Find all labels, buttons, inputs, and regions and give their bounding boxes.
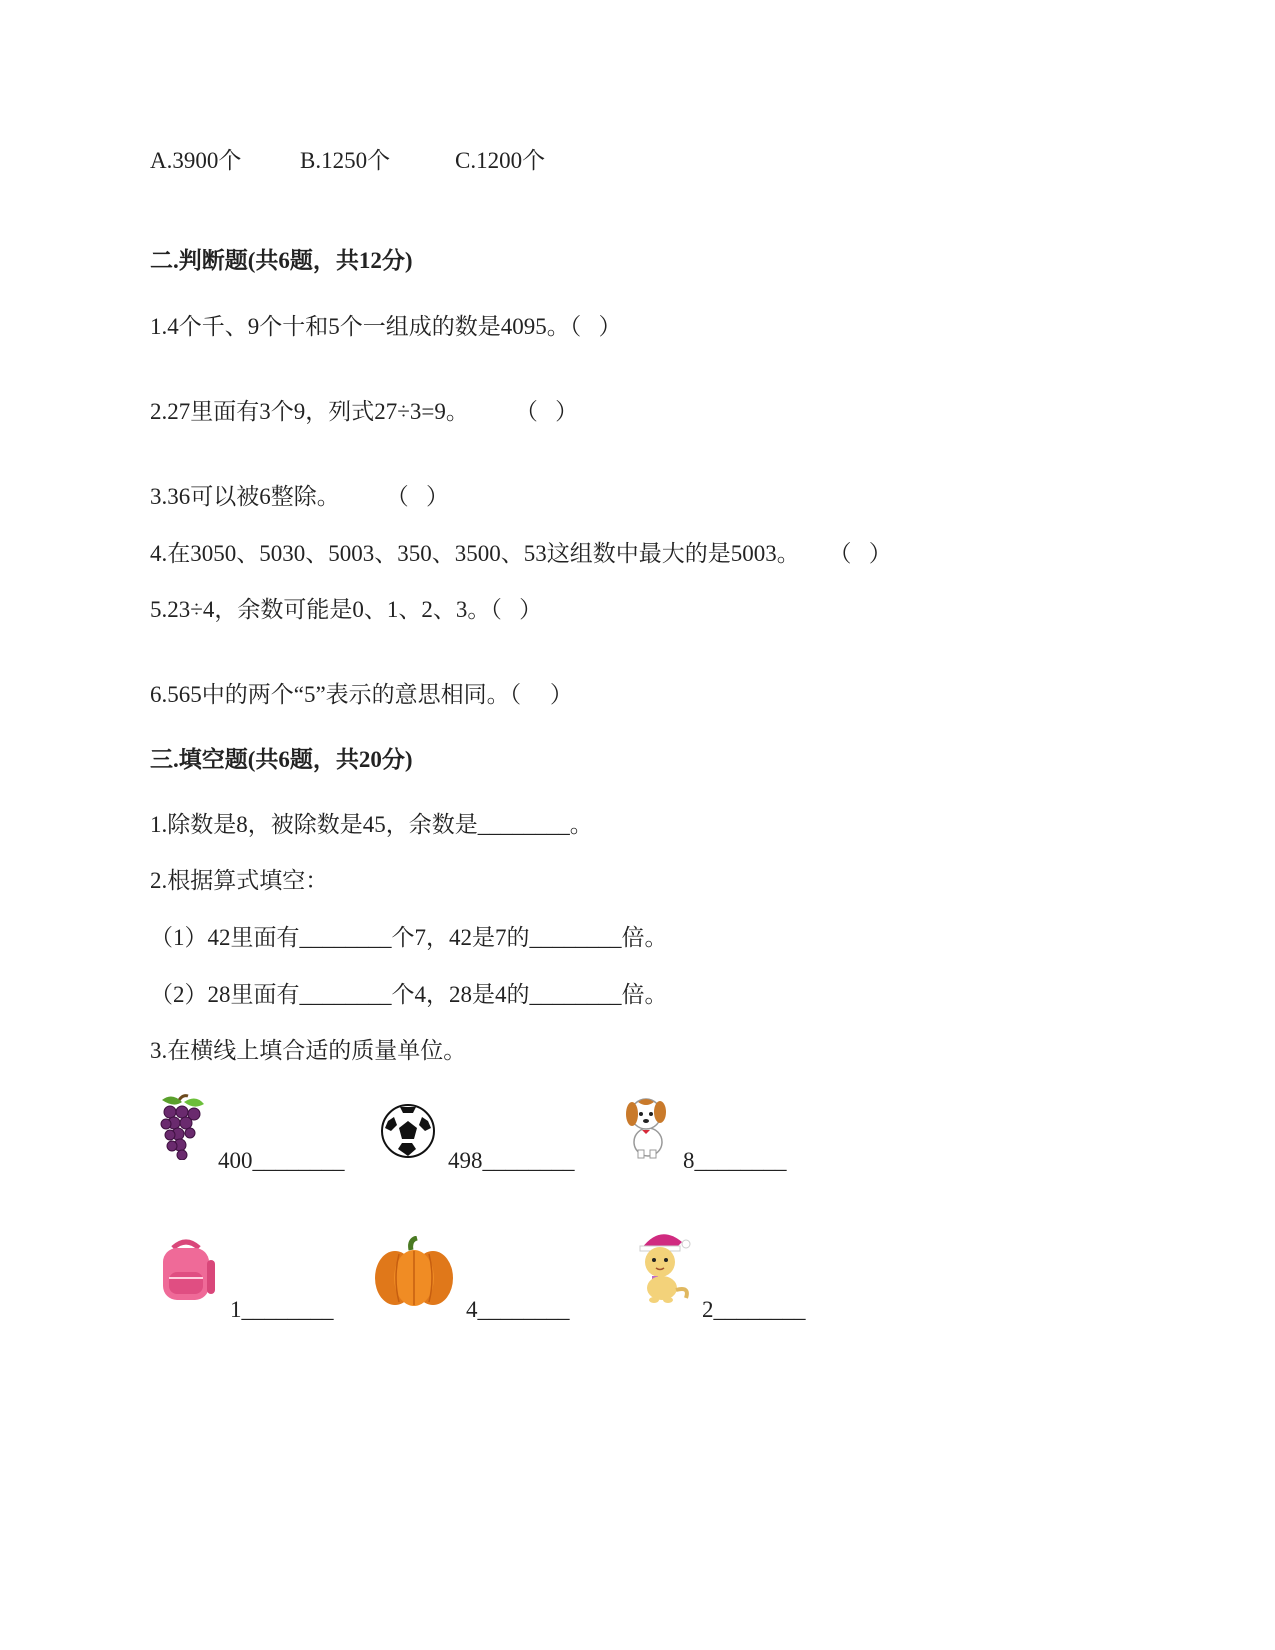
unit-label-puppy: 8________ xyxy=(683,1148,787,1173)
unit-label-kitten: 2________ xyxy=(702,1297,806,1322)
unit-label-grapes: 400________ xyxy=(218,1148,345,1173)
backpack-icon xyxy=(155,1238,217,1304)
option-a: A.3900个 xyxy=(150,148,242,173)
judge-item-5: 5.23÷4，余数可能是0、1、2、3。（ ） xyxy=(150,597,543,622)
soccer-ball-icon xyxy=(380,1103,436,1159)
pumpkin-icon xyxy=(373,1236,455,1308)
judge-item-2: 2.27里面有3个9，列式27÷3=9。 （ ） xyxy=(150,399,579,424)
puppy-icon xyxy=(618,1092,676,1160)
unit-label-pumpkin: 4________ xyxy=(466,1297,570,1322)
kitten-icon xyxy=(630,1228,694,1304)
fill-item-1: 1.除数是8，被除数是45，余数是________。 xyxy=(150,812,593,837)
option-b: B.1250个 xyxy=(300,148,391,173)
fill-item-2: 2.根据算式填空： xyxy=(150,868,329,893)
section3-heading: 三.填空题(共6题，共20分) xyxy=(150,747,413,772)
judge-item-6: 6.565中的两个“5”表示的意思相同。（ ） xyxy=(150,682,573,707)
judge-item-1: 1.4个千、9个十和5个一组成的数是4095。（ ） xyxy=(150,314,622,339)
option-c: C.1200个 xyxy=(455,148,546,173)
fill-item-2-2: （2）28里面有________个4，28是4的________倍。 xyxy=(150,982,668,1007)
unit-label-backpack: 1________ xyxy=(230,1297,334,1322)
grapes-icon xyxy=(152,1092,210,1160)
section2-heading: 二.判断题(共6题，共12分) xyxy=(150,248,413,273)
fill-item-2-1: （1）42里面有________个7，42是7的________倍。 xyxy=(150,925,668,950)
judge-item-3: 3.36可以被6整除。 （ ） xyxy=(150,484,449,509)
judge-item-4: 4.在3050、5030、5003、350、3500、53这组数中最大的是5003。 （ ） xyxy=(150,541,892,566)
fill-item-3: 3.在横线上填合适的质量单位。 xyxy=(150,1038,467,1063)
unit-label-ball: 498________ xyxy=(448,1148,575,1173)
